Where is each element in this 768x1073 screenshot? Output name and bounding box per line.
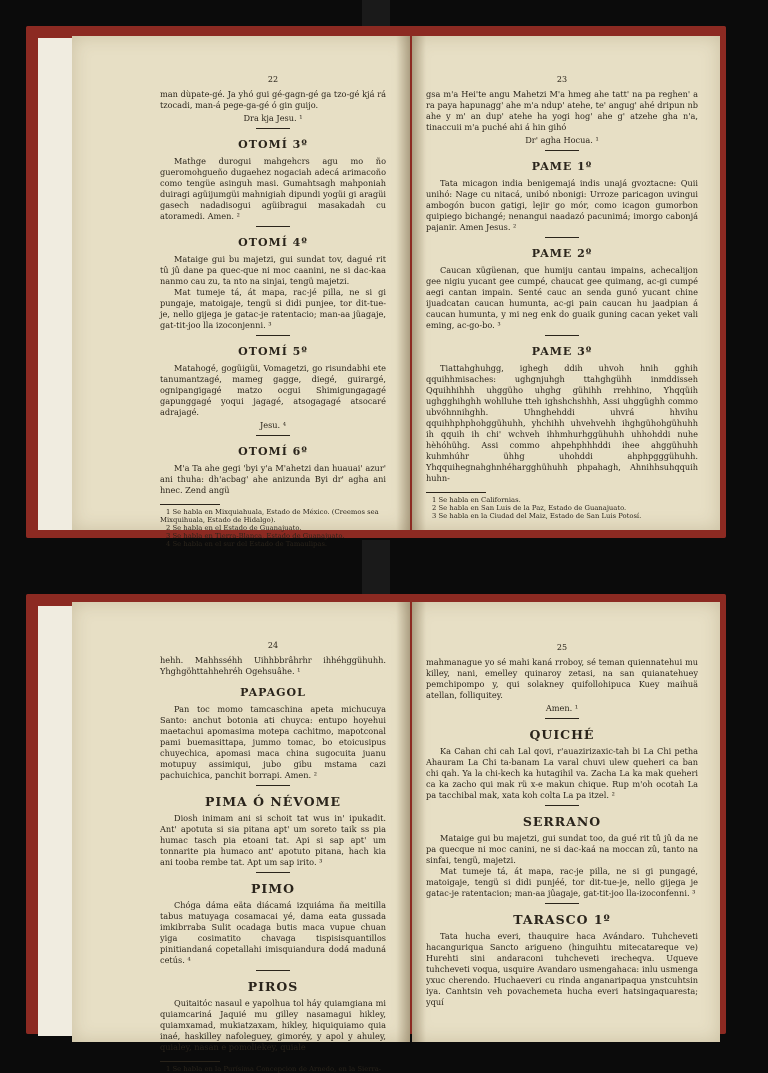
paragraph: Chóga dáma eäta diácamá izquiáma ña meitilla tabus matuyaga cosamacai yé, dama eata gussada imkibrraba Sulit ocadaga butis maca vupue chuan yiga cosimatito chavaga tispisisquantillos pinitiandaná copetallahi imisquiandura dodá maduná cetús. ⁴ xyxy=(160,900,386,965)
paragraph: Diosh inimam ani si schoit tat wus in' ipukadit. Ant' apotuta si sia pitana apt' um soreto taik ss pia humac tasch pia etoani tat. Api si sap apt' um tonnarite pia humaco ant' apotuto pitana, hach kia ani tooba rembe tat. Apt um sap irito. ³ xyxy=(160,813,386,867)
paragraph: M'a Ta ahe gegi 'byi y'a M'ahetzi dan huauai' azur' ani thuha: dh'acbag' ahe anizunda Byi dr' agha ani hnec. Zend angü xyxy=(160,463,386,495)
page-23 xyxy=(412,36,720,530)
paragraph: Mataige gui bu majetzi, gui sundat tov, dagué rit tû jû dane pa quec-que ni moc caanini, ne si dac-kaa nanmo cau zu, ta nto na sinjai, tengü majetzi. xyxy=(160,254,386,286)
signature: Dr' agha Hocua. ¹ xyxy=(525,135,599,145)
footnote: 2 Se habla en el Estado de Guanajuato. xyxy=(166,524,302,532)
footnote: 1 Se habla en Mixquiahuala, Estado de México. (Creemos sea Mixquihuala, Estado de Hidalgo). xyxy=(160,508,379,524)
paragraph: Tiattahghuhgg, ighegh ddih uhvoh hnih gghih qquihhmisaches: ughgnjuhgh ttahghgühh inmddisseh Qquihhihhh uhggüho uhghg gühihh rrehhino, Yhqqüih ughgghihghh wohlluhe tteh ighshchshhh, Assi uhggüghh commo ubvóhnnihghh. Uhnghehddi uhvrá hhvihu qquihhphphohggühuhh, yhchihh uhvehvehh ihghgühohgühuhh ih qquih ih chi' wchveh ihhmhurhggühuhh uhhohddi nuhe hèhóhühg. Assi commo ahpehphhhddi ihee ahggühuhh kuhmhúhr ühhg uhohddi ahphpgggühuhh. Yhqquihegnahghnhéhargghühuhh phpahagh, Ahnihhsuhqquih huhn- xyxy=(426,363,698,483)
divider xyxy=(545,805,579,806)
page-edges-top xyxy=(38,38,73,530)
divider xyxy=(545,237,579,238)
page-number: 22 xyxy=(267,75,279,84)
section-heading: PIMO xyxy=(251,881,295,896)
section-heading: OTOMÍ 5º xyxy=(238,345,308,358)
section-heading: OTOMÍ 6º xyxy=(238,445,308,458)
section-heading: OTOMÍ 3º xyxy=(238,138,308,151)
paragraph: Ka Cahan chi cah Lal qovi, r'auazirizaxic-tah bi La Chi petha Ahauram La Chi ta-banam La varal chuvi ulew queheri ca ban chi qah. Ya la chi-kech ka hutagihil va. Zacha La ka mak queheri ca ka zacho qui mak rü x-e makun chique. Rup m'oh ocotah La pa tacchibal mak, xata koh colta La pa itzel. ² xyxy=(426,746,698,800)
page-22 xyxy=(72,36,410,548)
section-heading: SERRANO xyxy=(522,814,602,829)
footnote: 2 Se habla en San Luis de la Paz, Estado de Guanajuato. xyxy=(432,504,627,512)
paragraph: Quitaitóc nasaul e yapolhua tol háy quiamgiana mi quiamcariná Jaquié mu gilley nasamagui hikley, quiamxamad, mukiatzaxam, hikley, hiquiquiamo quia inaé, haskilley nafoleguey, gimoréy, y apol y ahuley, quialey, nasan e pomoliekey, quiale xyxy=(160,998,386,1052)
footnote: 3 Se habla en Tierra-Blanca, Estado de Guanajuato. xyxy=(166,532,345,540)
paragraph: Matahogé, gogüigüi, Vomagetzi, go risundabhi ete tanumantzagé, mameg gagge, diegé, guirargé, ognipangigagé matzo ocgui Shimigungagagé gapunggagé yoqui jagagé, atsogagagé atsocaré adrajagé. xyxy=(160,363,386,417)
paragraph: mahmanague yo sé mahi kaná rroboy, sé teman quiennatehui mu killey, nani, emelley quinaroy zetasi, na san quianatehuey pemchipompo y, qui solakney quifollohipuca Kuey maihuä atellan, folliquitey. xyxy=(426,657,698,700)
divider xyxy=(256,335,290,336)
page-25 xyxy=(412,602,720,1042)
paragraph: Tata hucha everi, thauquire haca Avándaro. Tuhcheveti hacanguriqua Sancto arigueno (hinguihtu mitecatareque ve) Hurehti sini andaraconi tuhcheveti irecheqva. Uqueve tuhcheveti voqua, usquire Avandaro usmengahaca: inlu usmenga yxuc cherendo. Huchaeveri cu rinda anganaripaqua ynstcuhtsin iya. Canhtsin veh povachemeta hucha everi hatsingaquaresta; yquí xyxy=(426,931,698,1007)
section-heading: QUICHÉ xyxy=(529,727,595,742)
spine-top xyxy=(362,0,390,26)
paragraph: gsa m'a Hei'te angu Mahetzi M'a hmeg ahe tatt' na pa reghen' a ra paya hapunagg' ahe m'a ndup' atehe, te' angug' ahé dripun nb ahe y m' an dup' atehe ha yogi hog' ahe g' atzehe gha n'a, tinaccuii m'a puché ahi á hin gihó xyxy=(426,89,698,132)
section-heading: PIMA Ó NÉVOME xyxy=(204,794,342,809)
footnote: 1 Se habla en Californias. xyxy=(432,496,521,504)
paragraph: Pan toc momo tamcaschina apeta michucuya Santo: anchut botonia ati chuyca: entupo hoyehui maetachui apomasima motepa cachitmo, mapotconal pami buemasittapa, jummo tomac, bo etoicusipus chuyechica, apomasi maca china sugocuita juanu motupuy assimiqui, jubo gibu mstama cazi pachuichica, panchit borrapi. Amen. ² xyxy=(160,704,386,780)
section-heading: PAME 1º xyxy=(531,160,593,173)
footnotes xyxy=(426,496,698,520)
page-number: 25 xyxy=(556,643,568,652)
divider xyxy=(256,128,290,129)
paragraph: Mataige gui bu majetzi, gui sundat too, da gué rit tû jû da ne pa quecque ni moc canini, ne si dac-kaá na moccan zû, tanto na sinfai, tengü, majetzi. xyxy=(426,833,698,865)
paragraph: man dùpate-gé. Ja yhó gui gé-gagn-gé ga tzo-gé kjá rá tzocadi, man-á pege-ga-gé ó gin guijo. xyxy=(160,89,386,110)
page-number: 23 xyxy=(556,75,568,84)
footnote-rule xyxy=(426,492,486,493)
divider xyxy=(256,226,290,227)
paragraph: Caucan xügüenan, que humiju cantau impains, achecalijon gee nigiu yucant gee cumpé, chaucat gee quimang, ac-gi cumpé aegi cantan impain. Senté cauc an senda gunó yucant chine ijuadcatan caucan humunta, ac-gi pain caucan hu jaadpian á caucan humunta, y mi neg enk do guaik guning cacan yeket vali eming, ac-go-bo. ³ xyxy=(426,265,698,330)
signature: Dra kja Jesu. ¹ xyxy=(243,113,303,123)
signature: Jesu. ⁴ xyxy=(259,420,287,430)
footnotes xyxy=(160,508,386,548)
footnote: 4 Se habla en el sur del Estado de Tamaulipas. xyxy=(166,540,328,548)
footnote-rule xyxy=(160,504,220,505)
divider xyxy=(256,970,290,971)
page-24 xyxy=(72,602,410,1073)
section-heading: OTOMÍ 4º xyxy=(238,236,308,249)
divider xyxy=(545,718,579,719)
paragraph: Tata micagon india benigemajá indis unajá gvoztacne: Quii unihó: Nage cu nitacá, unibó nbonigi: Urroze paricagon uvingui ambogón bucon gatigi, lejir go mór, como icagon gumorbon quipiego bichangé; nenangui naadazó pacunimá; imorgo cabonjá pajanir. Amen Jesus. ² xyxy=(426,178,698,232)
paragraph: Mathge durogui mahgehcrs agu mo ño gueromohgueño dugaehez nogaciah adecá arimacoño como tengüe asinguh masi. Gumahtsagh mahponiah duiragi agüijumgüi mahnigiah dipundi yogüi gi aragüi gasech nadadisogui agüibragui masakadah cu atoramedi. Amen. ² xyxy=(160,156,386,221)
footnotes xyxy=(160,1065,386,1073)
footnote: 1 Se habla en la Purísima Concepcion de Arnedo, en la Sierra- xyxy=(166,1065,382,1073)
divider xyxy=(256,872,290,873)
footnote: 3 Se habla en la Ciudad del Maiz, Estado de San Luis Potosí. xyxy=(432,512,642,520)
paragraph: Mat tumeje tá, át mapa, rac-jé pilla, ne si gi pungaje, matoigaje, tengü si didi punjee, tor dit-tue-je, nello gijega je gatac-je ratentacio; man-aa jüagaje, gat-tit-joo lla izoconjenni. ³ xyxy=(160,287,386,330)
divider xyxy=(545,150,579,151)
page-number: 24 xyxy=(267,641,279,650)
section-heading: PAPAGOL xyxy=(240,686,306,699)
divider xyxy=(545,335,579,336)
signature: Amen. ¹ xyxy=(545,703,579,713)
section-heading: TARASCO 1º xyxy=(513,912,611,927)
page-edges-bottom xyxy=(38,606,73,1036)
divider xyxy=(545,903,579,904)
footnote-rule xyxy=(160,1061,220,1062)
section-heading: PIROS xyxy=(247,979,299,994)
section-heading: PAME 2º xyxy=(531,247,593,260)
spine-mid xyxy=(362,540,390,594)
paragraph: Mat tumeje tá, át mapa, rac-je pilla, ne si gi pungagé, matoigaje, tengü si didi punjéé, tor dit-tue-je, nello gijega je gatac-je ratentacion; man-aa jûagaje, gat-tit-joo lla-izoconfenni. ³ xyxy=(426,866,698,898)
paragraph: hehh. Mahhsséhh Uihhbbrâhrhr ihhéhggühuhh. Yhghgöhttahhehréh Ogehsuâhe. ¹ xyxy=(160,655,386,676)
divider xyxy=(256,785,290,786)
section-heading: PAME 3º xyxy=(531,345,593,358)
divider xyxy=(256,435,290,436)
